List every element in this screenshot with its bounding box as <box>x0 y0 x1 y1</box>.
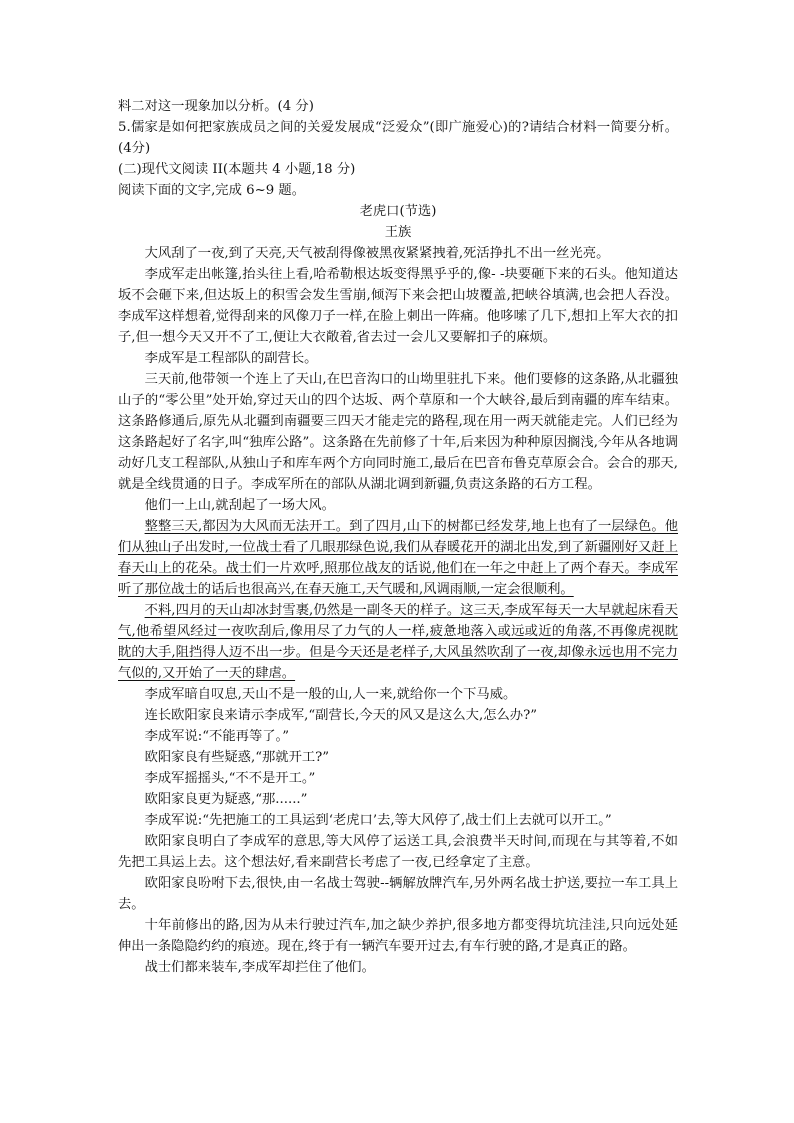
article-title: 老虎口(节选) <box>359 204 437 219</box>
paragraph: 李成军说:“先把施工的工具运到‘老虎口’去,等大风停了,战士们上去就可以开工。” <box>144 813 612 828</box>
document-page <box>118 96 678 978</box>
paragraph: 连长欧阳家良来请示李成军,“副营长,今天的风又是这么大,怎么办?” <box>144 708 538 723</box>
paragraph: 战士们都来装车,李成军却拦住了他们。 <box>144 960 375 975</box>
paragraph: 他们一上山,就刮起了一场大风。 <box>144 498 335 513</box>
article-author: 王族 <box>384 225 412 240</box>
underlined-paragraph: 不料,四月的天山却冰封雪裹,仍然是一副冬天的样子。这三天,李成军每天一大早就起床看天气,他希望风经过一夜吹刮后,像用尽了力气的人一样,疲惫地落入或远或近的角落,不再像虎视眈眈的大手,阻挡得人迈不出一步。但是今天还是老样子,大风虽然吹刮了一夜,却像永远也用不完力气似的,又开始了一天的肆虐。 <box>118 603 678 681</box>
question-4-tail: 料二对这一现象加以分析。(4 分) <box>118 99 314 114</box>
paragraph: 大风刮了一夜,到了天亮,天气被刮得像被黑夜紧紧拽着,死活挣扎不出一丝光亮。 <box>144 246 610 261</box>
paragraph: 李成军暗自叹息,天山不是一般的山,人一来,就给你一个下马威。 <box>144 687 517 702</box>
reading-instruction: 阅读下面的文字,完成 6~9 题。 <box>118 183 306 198</box>
question-5: 5.儒家是如何把家族成员之间的关爱发展成“泛爱众”(即广施爱心)的?请结合材料一简要分析。(4分) <box>118 120 678 156</box>
paragraph: 欧阳家良有些疑惑,“那就开工?” <box>144 750 330 765</box>
section-heading: (二)现代文阅读 II(本题共 4 小题,18 分) <box>118 162 356 177</box>
paragraph: 李成军摇摇头,“不不是开工。” <box>144 771 316 786</box>
paragraph: 欧阳家良吩咐下去,很快,由一名战士驾驶--辆解放牌汽车,另外两名战士护送,要拉一车工具上去。 <box>118 876 678 912</box>
paragraph: 十年前修出的路,因为从未行驶过汽车,加之缺少养护,很多地方都变得坑坑洼洼,只向远处延伸出一条隐隐约约的痕迹。现在,终于有一辆汽车要开过去,有车行驶的路,才是真正的路。 <box>118 918 678 954</box>
paragraph: 李成军是工程部队的副营长。 <box>144 351 318 366</box>
paragraph: 欧阳家良更为疑惑,“那......” <box>144 792 308 807</box>
underlined-paragraph: 整整三天,都因为大风而无法开工。到了四月,山下的树都已经发芽,地上也有了一层绿色。他们从独山子出发时,一位战士看了几眼那绿色说,我们从春暖花开的湖北出发,到了新疆刚好又赶上春天山上的花朵。战士们一片欢呼,照那位战友的话说,他们在一年之中赶上了两个春天。李成军听了那位战士的话后也很高兴,在春天施工,天气暖和,风调雨顺,一定会很顺利。 <box>118 519 678 597</box>
paragraph: 欧阳家良明白了李成军的意思,等大风停了运送工具,会浪费半天时间,而现在与其等着,不如先把工具运上去。这个想法好,看来副营长考虑了一夜,已经拿定了主意。 <box>118 834 678 870</box>
paragraph: 三天前,他带领一个连上了天山,在巴音沟口的山坳里驻扎下来。他们要修的这条路,从北疆独山子的“零公里”处开始,穿过天山的四个达坂、两个草原和一个大峡谷,最后到南疆的库车结束。这条路修通后,原先从北疆到南疆要三四天才能走完的路程,现在用一两天就能走完。人们已经为这条路起好了名字,叫“独库公路”。这条路在先前修了十年,后来因为种种原因搁浅,今年从各地调动好几支工程部队,从独山子和库车两个方向同时施工,最后在巴音布鲁克草原会合。会合的那天,就是全线贯通的日子。李成军所在的部队从湖北调到新疆,负责这条路的石方工程。 <box>118 372 678 492</box>
paragraph: 李成军走出帐篷,抬头往上看,哈希勒根达坂变得黑乎乎的,像- -块要砸下来的石头。他知道达坂不会砸下来,但达坂上的积雪会发生雪崩,倾泻下来会把山坡覆盖,把峡谷填满,也会把人吞没。李成军这样想着,觉得刮来的风像刀子一样,在脸上刺出一阵痛。他哆嗦了几下,想扣上军大衣的扣子,但一想今天又开不了工,便让大衣敞着,省去过一会儿又要解扣子的麻烦。 <box>118 267 678 345</box>
paragraph: 李成军说:“不能再等了。” <box>144 729 289 744</box>
